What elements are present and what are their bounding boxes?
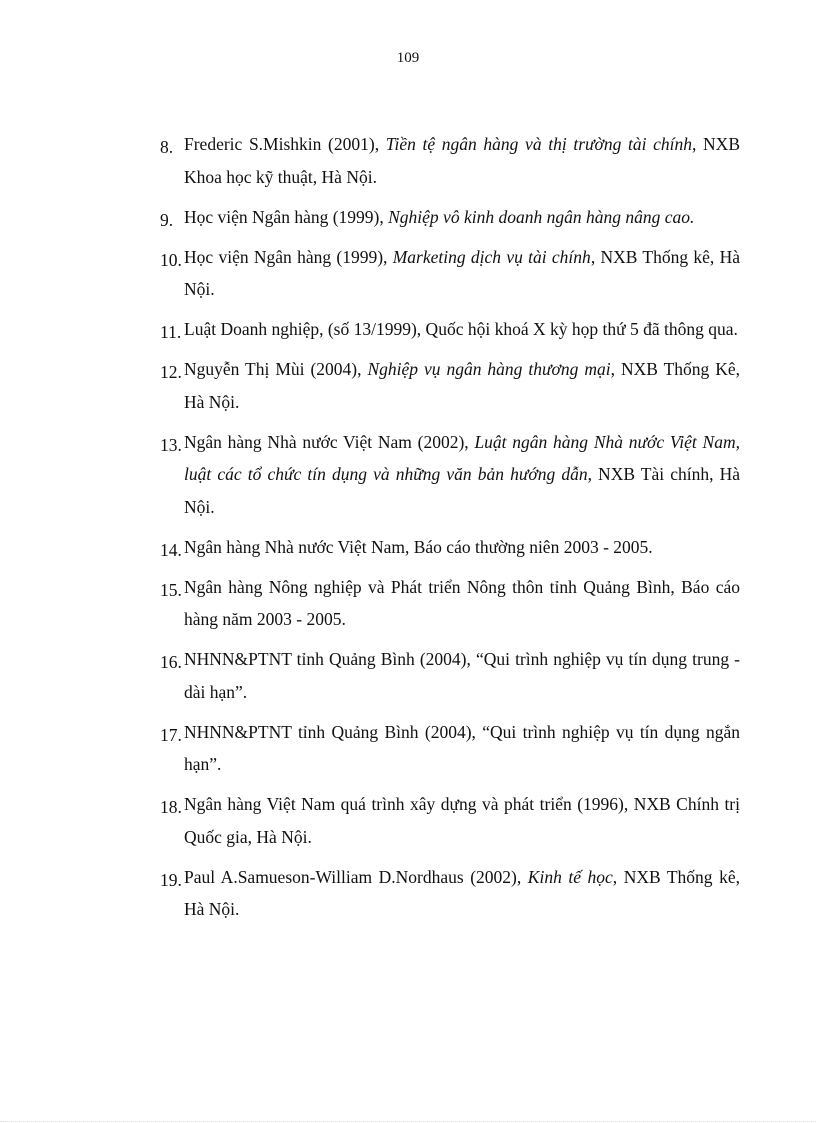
reference-text — [184, 794, 740, 847]
reference-item — [160, 643, 740, 708]
reference-text-segment: Paul A.Samueson-William D.Nordhaus (2002), — [184, 866, 528, 887]
reference-title-italic: Nghiệp vụ ngân hàng thương mại — [367, 359, 611, 379]
reference-text-segment: , NXB Tài chính, Hà Nội. — [184, 464, 740, 517]
reference-text — [184, 577, 740, 630]
reference-text — [184, 247, 740, 300]
reference-text — [184, 207, 694, 227]
reference-number: 8. — [160, 137, 174, 157]
reference-text-segment: Ngân hàng Nông nghiệp và Phát triển Nông thôn tỉnh Quảng Bình, Báo cáo hàng năm 2003 - 2005. — [184, 576, 740, 629]
reference-text — [184, 867, 740, 920]
reference-item — [160, 571, 740, 636]
reference-text-segment: Ngân hàng Nhà nước Việt Nam, Báo cáo thường niên 2003 - 2005. — [184, 536, 653, 557]
reference-text-segment: Ngân hàng Nhà nước Việt Nam (2002), — [184, 431, 475, 452]
reference-number: 9. — [160, 209, 174, 230]
reference-text — [184, 359, 740, 412]
reference-text-segment: , NXB Thống kê, Hà Nội. — [184, 246, 740, 299]
reference-title-italic: Marketing dịch vụ tài chính — [392, 246, 591, 267]
reference-number: 18. — [160, 797, 182, 817]
reference-item — [160, 861, 740, 926]
reference-text-segment: Học viện Ngân hàng (1999), — [184, 246, 393, 267]
reference-number: 19. — [160, 869, 182, 890]
reference-item — [160, 128, 740, 193]
reference-text — [184, 722, 740, 775]
reference-number: 16. — [160, 652, 182, 672]
reference-number: 15. — [160, 579, 182, 600]
reference-number: 11. — [160, 322, 182, 342]
page-number: 109 — [396, 50, 420, 66]
reference-number: 10. — [160, 249, 182, 270]
reference-item — [160, 426, 740, 524]
reference-item — [160, 531, 740, 564]
reference-text — [184, 432, 740, 517]
reference-item — [160, 241, 740, 306]
reference-text-segment: Học viện Ngân hàng (1999), — [184, 206, 389, 227]
reference-text-segment: NHNN&PTNT tỉnh Quảng Bình (2004), “Qui trình nghiệp vụ tín dụng trung - dài hạn”. — [184, 649, 740, 702]
reference-text-segment: Frederic S.Mishkin (2001), — [184, 134, 386, 154]
reference-item — [160, 716, 740, 781]
reference-number: 17. — [160, 724, 182, 745]
reference-text — [184, 649, 740, 702]
reference-text-segment: , NXB Khoa học kỹ thuật, Hà Nội. — [184, 134, 740, 187]
reference-text-segment: Ngân hàng Việt Nam quá trình xây dựng và phát triển (1996), NXB Chính trị Quốc gia, Hà Nội. — [184, 794, 740, 847]
reference-number: 12. — [160, 362, 182, 382]
reference-title-italic: Tiền tệ ngân hàng và thị trường tài chính — [385, 134, 693, 154]
reference-text — [184, 537, 653, 557]
reference-text — [184, 319, 738, 339]
reference-item — [160, 353, 740, 418]
reference-title-italic: Kinh tế học — [527, 866, 613, 887]
reference-title-italic: Nghiệp vô kinh doanh ngân hàng nâng cao. — [388, 206, 695, 227]
reference-text — [184, 134, 740, 187]
reference-item — [160, 201, 740, 234]
reference-text-segment: Luật Doanh nghiệp, (số 13/1999), Quốc hội khoá X kỳ họp thứ 5 đã thông qua. — [184, 319, 738, 339]
reference-list — [160, 128, 740, 933]
reference-number: 14. — [160, 539, 182, 560]
reference-item — [160, 313, 740, 346]
reference-number: 13. — [160, 434, 182, 455]
page-bottom-divider — [0, 1121, 816, 1122]
reference-text-segment: , NXB Thống kê, Hà Nội. — [184, 866, 740, 919]
reference-text-segment: Nguyễn Thị Mùi (2004), — [184, 359, 368, 379]
reference-item — [160, 788, 740, 853]
reference-text-segment: , NXB Thống Kê, Hà Nội. — [184, 359, 741, 412]
reference-text-segment: NHNN&PTNT tỉnh Quảng Bình (2004), “Qui trình nghiệp vụ tín dụng ngắn hạn”. — [184, 721, 740, 774]
reference-title-italic: Luật ngân hàng Nhà nước Việt Nam, luật các tổ chức tín dụng và những văn bản hướng dẫn — [184, 431, 740, 484]
